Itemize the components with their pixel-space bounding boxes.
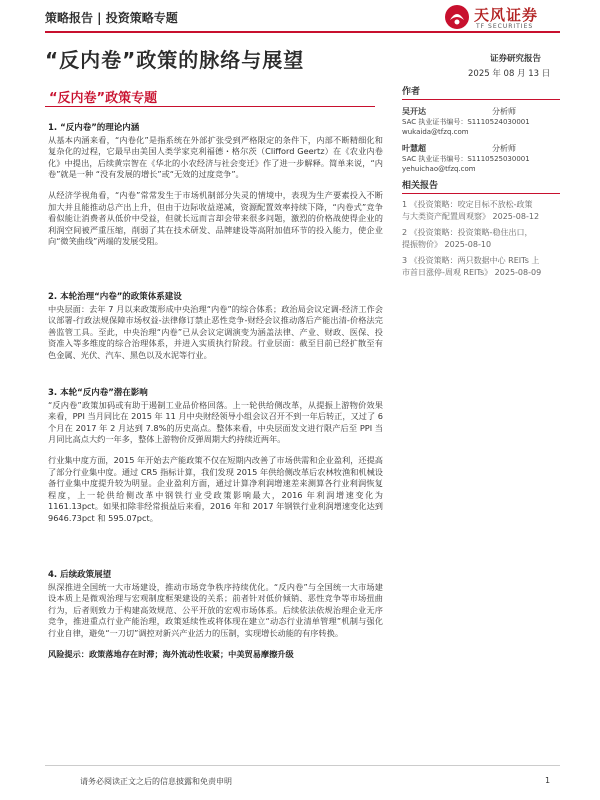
- related-reports-section: [402, 178, 560, 279]
- page-subtitle: “反内卷”政策专题: [49, 91, 158, 106]
- authors-label: 作者: [402, 87, 421, 97]
- section-2: [48, 292, 383, 362]
- report-type: 证券研究报告: [490, 54, 542, 64]
- section-3-heading: 3. 本轮“反内卷”潜在影响: [48, 388, 148, 398]
- section-4-paragraph-1: 纵深推进全国统一大市场建设，推动市场竞争秩序持续优化。“反内卷”与全国统一大市场建设本质上是微观治理与宏观制度框架建设的关系；前者针对低价倾销、恶性竞争等市场扭曲行为，后者则致力于构建高效规范、公平开放的宏观市场体系。后续依法依规治理企业无序竞争，推进重点行业产能治理，政策延续性或将体现在建立“动态行业清单管理”机制与强化行业自律，避免“一刀切”调控对新兴产业活力的压制，实现增长动能的有序转换。: [48, 581, 383, 638]
- author-1-role: 分析师: [492, 107, 516, 116]
- page-title: “反内卷”政策的脉络与展望: [45, 48, 305, 72]
- section-3-paragraph-1: “反内卷”政策加码或有助于遏制工业品价格回落。上一轮供给侧改革，从提振上游物价效果来看，PPI 当月同比在 2015 年 11 月中央财经领导小组会议召开不到一年后转正，又过了 6 个月在 2017 年 2 月达到 7.8%的历史高点。整体来看，中央层面发文进行限产后至 PPI 当月同比高点大约一年多，整体上游物价反弹周期大约持续近两年。: [48, 399, 383, 445]
- related-label: 相关报告: [402, 181, 439, 191]
- author-2-name: 叶慧超: [402, 144, 426, 153]
- header-divider: [45, 31, 560, 33]
- author-1-name: 吴开达: [402, 107, 426, 116]
- section-3: [48, 388, 383, 525]
- report-category: 策略报告 | 投资策略专题: [45, 11, 178, 25]
- section-4: [48, 570, 383, 660]
- section-2-heading: 2. 本轮治理“内卷”的政策体系建设: [48, 292, 182, 302]
- logo-text-cn: 天风证券: [474, 6, 539, 24]
- related-report-line: 2 《投资策略：投资策略-稳住出口，: [402, 228, 533, 237]
- section-1: [48, 123, 383, 248]
- risk-warning: 风险提示：政策落地存在时滞；海外流动性收紧；中美贸易摩擦升级: [48, 648, 294, 659]
- page-number: 1: [545, 776, 551, 785]
- related-divider: [402, 193, 560, 194]
- company-logo: [444, 4, 564, 32]
- section-1-paragraph-1: 从基本内涵来看，“内卷化”是指系统在外部扩张受到严格限定的条件下，内部不断精细化和复杂化的过程，它最早由美国人类学家克利福德・格尔茨（Clifford Geertz）在《农业内卷化》中提出，后续黄宗智在《华北的小农经济与社会变迁》作了进一步解释。简单来说，“内卷”就是一种 “没有发展的增长”或“无效的过度竞争”。: [48, 134, 383, 180]
- section-4-heading: 4. 后续政策展望: [48, 570, 112, 580]
- author-2: [402, 143, 560, 174]
- section-2-paragraph-1: 中央层面：去年 7 月以来政策形成中央治理“内卷”的综合体系；政治局会议定调-经济工作会议部署-行政法规保障市场权益-法律修订禁止恶性竞争-财经会议推动落后产能出清-价格法完善监管工具。至此，中央治理“内卷”已从会议定调演变为涵盖法律、产业、财政、医保、投资准入等多维度的综合治理体系，并进入实质执行阶段。行业层面：截至目前已经扩散至有色金属、光伏、汽车、黑色以及水泥等行业。: [48, 303, 383, 360]
- related-report-line: 市首日涨停-周观 REITs》 2025-08-09: [402, 268, 542, 277]
- author-2-email[interactable]: yehuichao@tfzq.com: [402, 165, 476, 173]
- section-1-paragraph-2: 从经济学视角看，“内卷”常常发生于市场机制部分失灵的情境中，表现为生产要素投入不断加大并且能推动总产出上升，但由于边际收益递减，资源配置效率持续下降，“内卷式”竞争看似能让消费者从低价中受益，但就长远而言却会带来很多问题，激烈的价格战使得企业的利润空间被严重压缩，削弱了其在技术研发、品牌建设等高附加值环节的投入能力，使企业向“微笑曲线”两端的发展受阻。: [48, 189, 383, 247]
- related-report-line: 提振物价》 2025-08-10: [402, 240, 492, 249]
- author-2-role: 分析师: [492, 144, 516, 153]
- related-report-item[interactable]: [402, 255, 560, 279]
- author-1-cert: SAC 执业证书编号：S1110524030001: [402, 118, 530, 126]
- footer-divider: [45, 765, 560, 766]
- related-report-item[interactable]: [402, 227, 560, 251]
- section-1-heading: 1. “反内卷”的理论内涵: [48, 123, 140, 133]
- authors-section: [402, 84, 560, 174]
- related-report-line: 3 《投资策略：两只数据中心 REITs 上: [402, 256, 540, 265]
- author-2-cert: SAC 执业证书编号：S1110525030001: [402, 155, 530, 163]
- logo-text-en: TF SECURITIES: [476, 23, 534, 30]
- related-report-item[interactable]: [402, 199, 560, 223]
- footer-disclaimer: 请务必阅读正文之后的信息披露和免责申明: [80, 777, 232, 786]
- report-date: 2025 年 08 月 13 日: [468, 69, 551, 79]
- section-3-paragraph-2: 行业集中度方面，2015 年开始去产能政策不仅在短期内改善了市场供需和企业盈利，还提高了部分行业集中度。通过 CR5 指标计算，我们发现 2015 年供给侧改革后农林牧渔和机械设备行业集中度提升较为明显。企业盈利方面，通过计算净利润增速差来测算各行业利润恢复程度，上一轮供给侧改革中钢铁行业受政策影响最大，2016 年利润增速变化为 1161.13pct。如果扣除非经常损益后来看，2016 年和 2017 年钢铁行业利润增速变化达到 9646.73pct 和 595.07pct。: [48, 454, 383, 523]
- author-1: [402, 106, 560, 137]
- related-report-line: 1 《投资策略：咬定目标不放松-政策: [402, 200, 533, 209]
- related-report-line: 与大类资产配置周观察》 2025-08-12: [402, 212, 540, 221]
- author-1-email[interactable]: wukaida@tfzq.com: [402, 128, 469, 136]
- authors-divider: [402, 99, 560, 100]
- logo-emblem-icon: [444, 4, 470, 30]
